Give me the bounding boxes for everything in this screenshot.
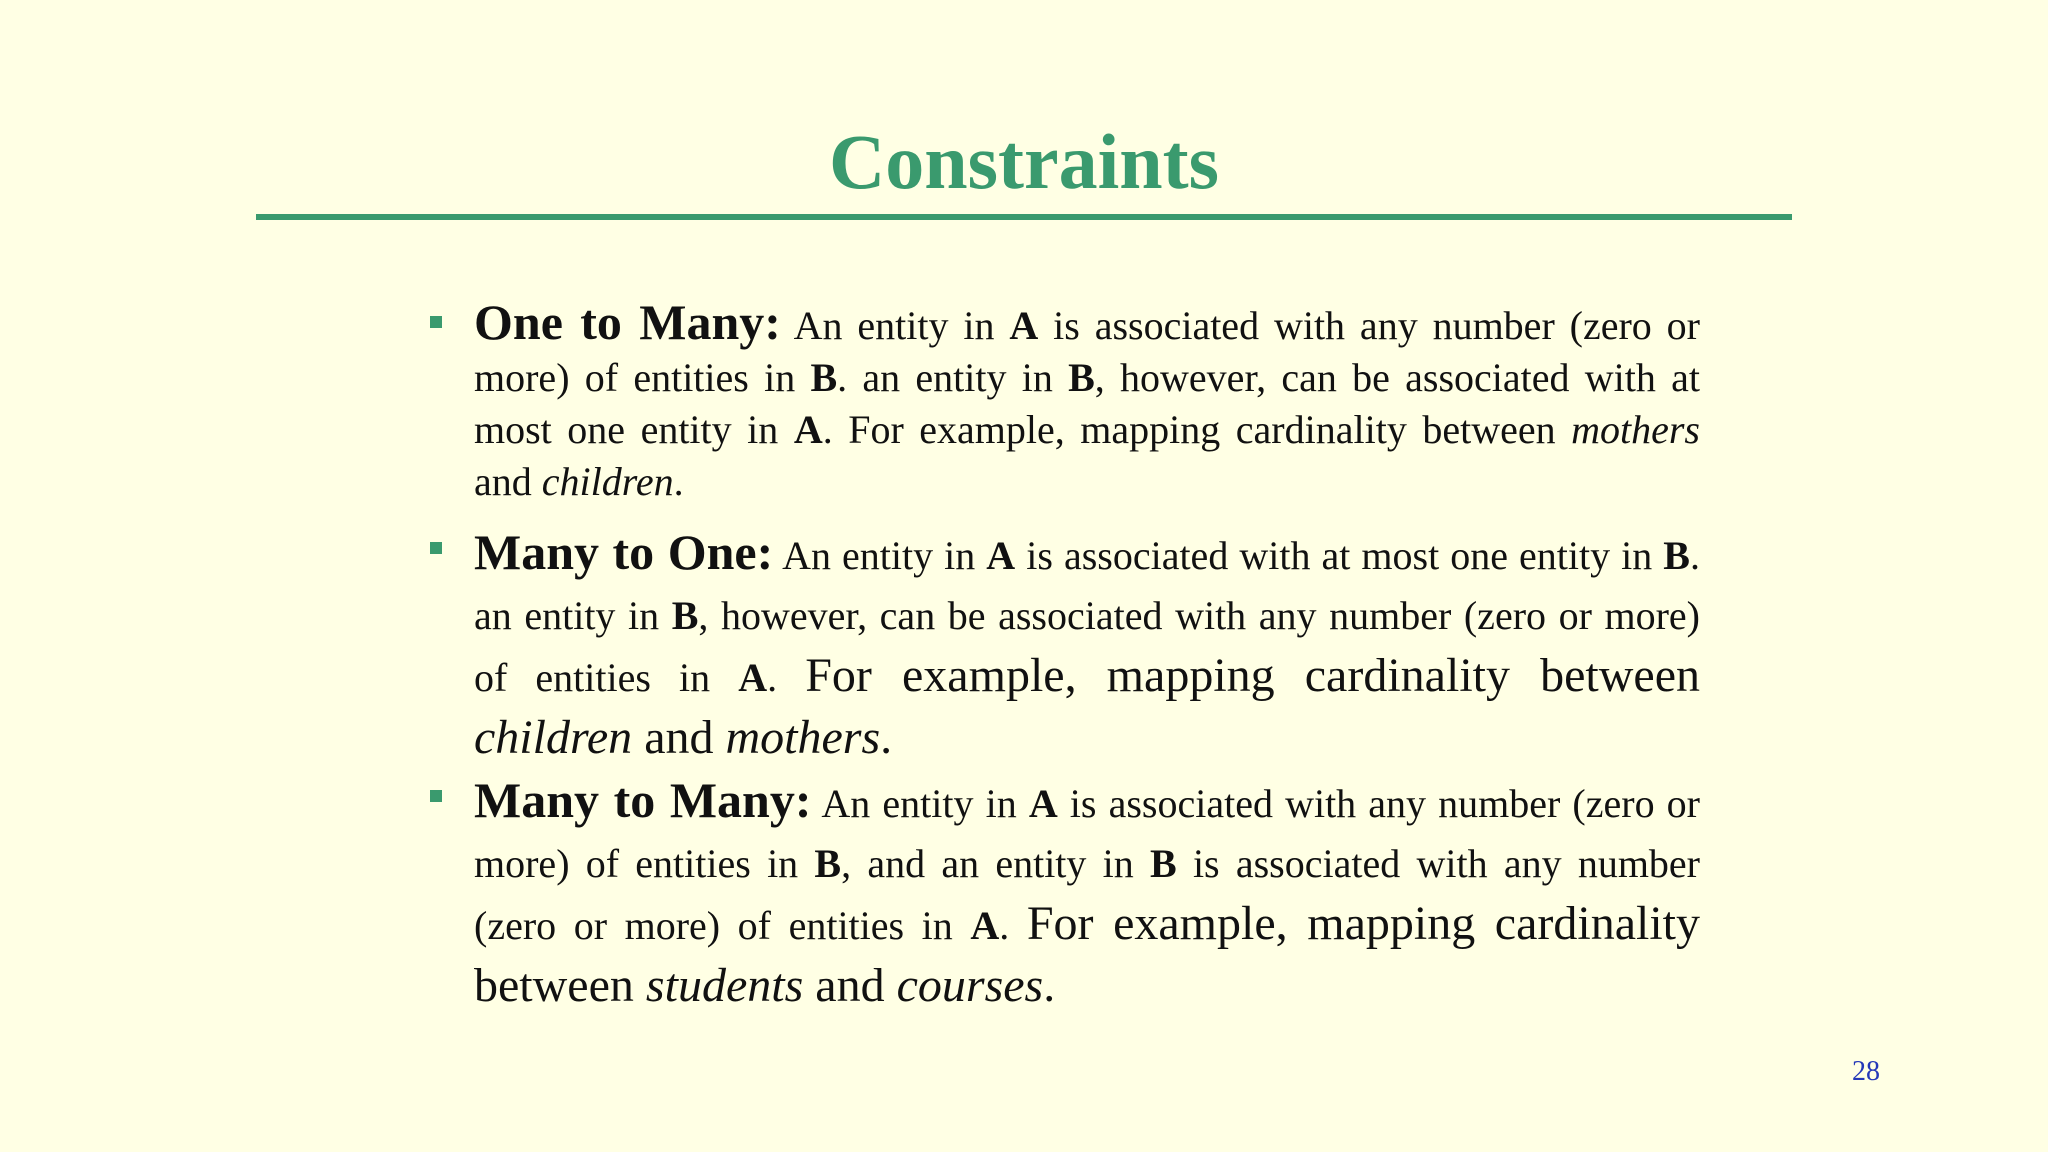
- bullet-term: Many to One:: [474, 524, 774, 580]
- bullet-text: is associated with any number (zero or more) of entities in: [474, 841, 1701, 948]
- bullet-text-bold: B: [1068, 355, 1095, 400]
- bullet-text: is associated with any number (zero or more) of entities in: [474, 303, 1700, 400]
- bullet-text-bold: A: [738, 655, 768, 700]
- bullet-text-italic: students: [645, 959, 804, 1012]
- bullet-text: For example, mapping cardinality between: [474, 897, 1701, 1012]
- bullet-text: . an entity in: [837, 355, 1069, 400]
- bullet-text: .: [767, 655, 806, 700]
- bullet-term: One to Many:: [474, 294, 781, 350]
- bullet-text: is associated with at most one entity in: [1015, 533, 1664, 578]
- bullet-one-to-many: [474, 296, 1700, 508]
- bullet-text: is associated with any number (zero or more) of entities in: [474, 781, 1700, 886]
- bullet-text-italic: courses: [896, 959, 1044, 1012]
- bullet-text: .: [999, 903, 1027, 948]
- bullet-text: and: [632, 711, 726, 764]
- bullet-text-bold: B: [1663, 533, 1690, 578]
- bullet-text: For example, mapping cardinality between: [805, 649, 1700, 702]
- bullet-text: .: [880, 711, 893, 764]
- bullet-text-bold: B: [1150, 841, 1177, 886]
- bullet-text: , however, can be associated with any number (zero or more) of entities in: [474, 593, 1701, 700]
- slide-title: Constraints: [828, 118, 1220, 205]
- bullet-text-bold: A: [1028, 781, 1058, 826]
- square-bullet-icon: [430, 790, 442, 802]
- bullet-text: . For example, mapping cardinality between: [822, 407, 1572, 452]
- bullet-text-italic: children: [474, 711, 633, 764]
- square-bullet-icon: [430, 542, 442, 554]
- bullet-text: . an entity in: [474, 533, 1700, 638]
- page-number: 28: [1852, 1056, 1880, 1087]
- bullet-text-italic: mothers: [725, 711, 881, 764]
- bullet-text-bold: B: [810, 355, 838, 400]
- bullet-text: An entity in: [773, 533, 987, 578]
- bullet-many-to-one: [474, 522, 1700, 770]
- bullet-text: .: [673, 459, 684, 504]
- bullet-text: , and an entity in: [841, 841, 1151, 886]
- bullet-text-bold: A: [970, 903, 1000, 948]
- bullet-text-bold: A: [793, 407, 823, 452]
- bullet-text-bold: B: [671, 593, 699, 638]
- bullet-many-to-many: [474, 770, 1700, 1018]
- bullet-text: , however, can be associated with at most one entity in: [474, 355, 1701, 452]
- bullet-text-bold: B: [814, 841, 842, 886]
- bullet-text-bold: A: [986, 533, 1016, 578]
- bullet-text-italic: children: [541, 459, 674, 504]
- square-bullet-icon: [430, 316, 442, 328]
- bullet-text: An entity in: [811, 781, 1029, 826]
- bullet-text: An entity in: [780, 303, 1010, 348]
- bullet-term: Many to Many:: [474, 772, 812, 828]
- bullet-text: and: [474, 459, 542, 504]
- bullet-text: and: [803, 959, 897, 1012]
- bullet-text: .: [1043, 959, 1056, 1012]
- bullet-text-bold: A: [1009, 303, 1039, 348]
- bullet-text-italic: mothers: [1571, 407, 1700, 452]
